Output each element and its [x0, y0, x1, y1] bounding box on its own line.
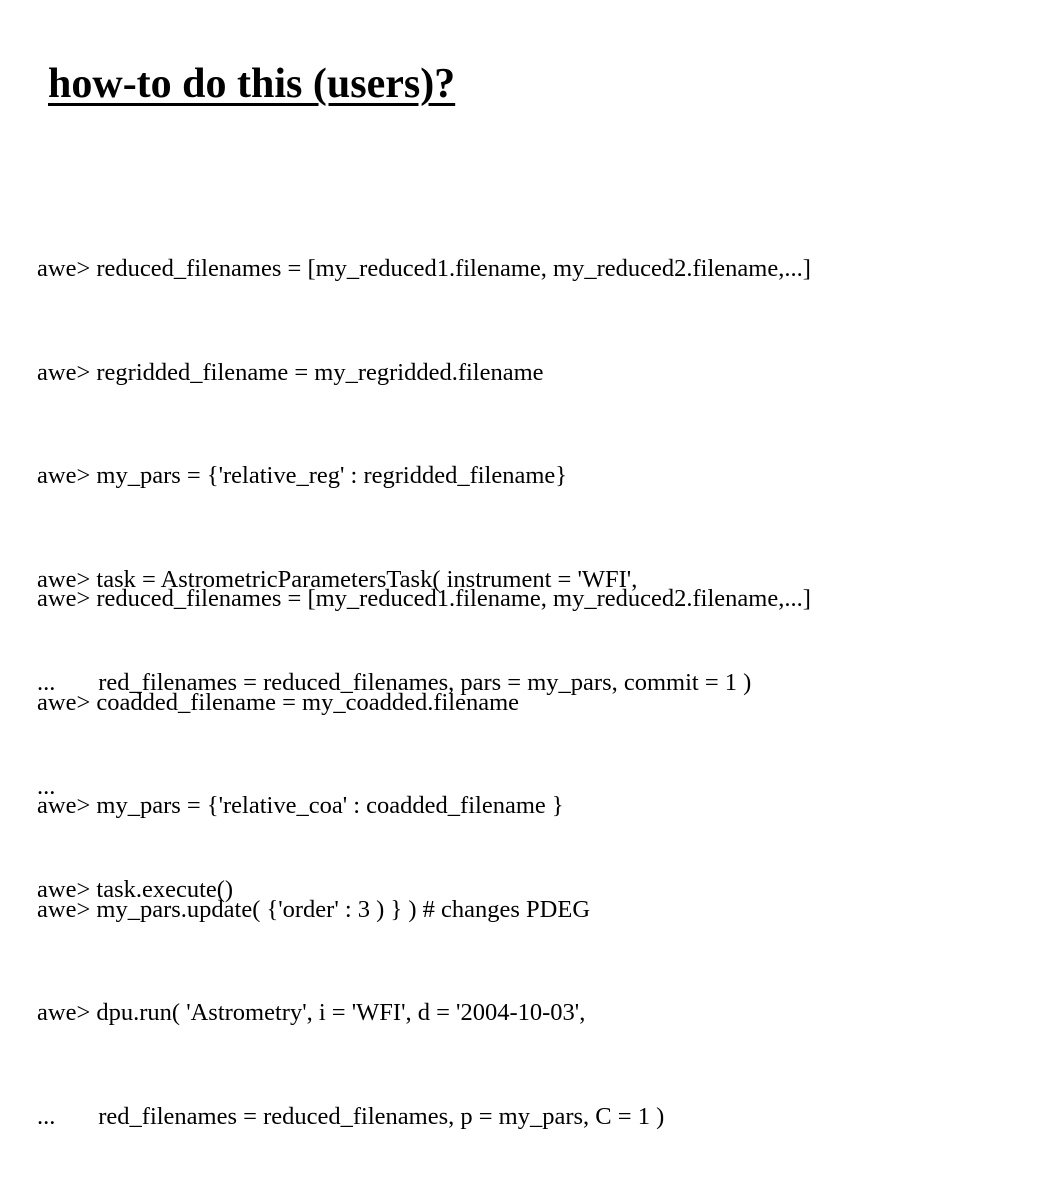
code-line: awe> dpu.run( 'Astrometry', i = 'WFI', d = '2004-10-03', [37, 999, 586, 1026]
code-line: ... red_filenames = reduced_filenames, p = my_pars, C = 1 ) [37, 1102, 665, 1130]
code-line: ... [37, 772, 56, 800]
code-line: awe> reduced_filenames = [my_reduced1.filename, my_reduced2.filename,...] [37, 585, 811, 612]
code-line: awe> reduced_filenames = [my_reduced1.filename, my_reduced2.filename,...] [37, 255, 811, 282]
slide-title: how-to do this (users)? [48, 61, 456, 107]
code-line: ... red_filenames = reduced_filenames, pars = my_pars, commit = 1 ) [37, 669, 752, 696]
code-line: awe> my_pars = {'relative_coa' : coadded_filename } [37, 792, 564, 819]
code-line: awe> regridded_filename = my_regridded.filename [37, 358, 544, 386]
code-block-dpu-run [37, 513, 811, 1203]
code-line: awe> my_pars.update( {'order' : 3 ) } ) # changes PDEG [37, 895, 591, 923]
code-line: awe> task.execute() [37, 876, 234, 903]
code-line: awe> task = AstrometricParametersTask( instrument = 'WFI', [37, 565, 638, 593]
code-line: awe> my_pars = {'relative_reg' : regridded_filename} [37, 462, 568, 489]
code-line: awe> coadded_filename = my_coadded.filename [37, 688, 520, 716]
